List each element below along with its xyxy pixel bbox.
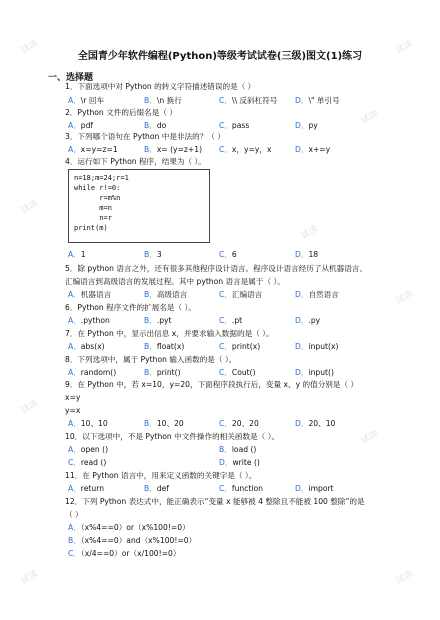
option-2b[interactable] xyxy=(144,121,166,131)
code-line: print(m) xyxy=(74,224,108,232)
option-7b[interactable] xyxy=(144,342,184,352)
option-text: load () xyxy=(231,445,257,454)
option-text: \r 回车 xyxy=(80,96,105,105)
watermark: 试读 xyxy=(19,198,41,217)
option-text: def xyxy=(156,484,169,493)
option-4a[interactable] xyxy=(68,250,86,260)
option-text: （x/4==0）or（x/100!=0） xyxy=(80,549,181,558)
option-7c[interactable] xyxy=(219,342,260,352)
option-letter: C． xyxy=(219,419,232,428)
option-text: x，y=y，x xyxy=(231,145,272,154)
option-text: write () xyxy=(232,458,260,467)
option-letter: C． xyxy=(219,145,232,154)
question-7: 7．在 Python 中，显示出信息 x，并要求输入数据的是（ ）。 xyxy=(65,329,274,338)
option-6b[interactable] xyxy=(144,316,172,326)
option-4d[interactable] xyxy=(295,250,318,260)
option-12b[interactable] xyxy=(68,536,196,546)
option-letter: C． xyxy=(68,549,81,558)
option-1a[interactable] xyxy=(68,96,104,106)
option-10a[interactable] xyxy=(68,445,108,455)
option-9a[interactable] xyxy=(68,419,108,429)
option-11c[interactable] xyxy=(219,484,263,494)
section-heading: 一、选择题 xyxy=(48,73,94,83)
option-letter: C． xyxy=(68,458,81,467)
option-text: random() xyxy=(80,368,117,377)
option-letter: A． xyxy=(68,96,81,105)
option-8d[interactable] xyxy=(295,368,334,378)
watermark: 试读 xyxy=(19,398,41,417)
code-line: n=18;m=24;r=1 xyxy=(74,174,129,182)
option-letter: D． xyxy=(295,250,309,259)
code-line: n=r xyxy=(74,214,112,222)
question-12: 12．下列 Python 表达式中，能正确表示“变量 x 能够被 4 整除且不能被 100 整除”的是 xyxy=(65,497,365,506)
option-5b[interactable] xyxy=(144,290,187,300)
option-letter: A． xyxy=(68,419,81,428)
option-9b[interactable] xyxy=(144,419,184,429)
option-text: open () xyxy=(80,445,109,454)
option-letter: B． xyxy=(144,342,157,351)
code-box xyxy=(68,169,210,243)
option-text: 10、20 xyxy=(156,419,184,428)
option-text: .py xyxy=(308,316,321,325)
option-letter: B． xyxy=(144,96,157,105)
option-letter: D． xyxy=(295,121,309,130)
option-letter: D． xyxy=(295,368,309,377)
question-9: 9．在 Python 中，若 x=10，y=20，下面程序段执行后，变量 x、y 的值分别是（ ） xyxy=(65,380,359,389)
option-letter: D． xyxy=(295,96,309,105)
option-letter: B． xyxy=(144,121,157,130)
option-text: x+=y xyxy=(308,145,331,154)
option-text: Cout() xyxy=(231,368,256,377)
option-letter: C． xyxy=(219,342,232,351)
question-10: 10．以下选项中，不是 Python 中文件操作的相关函数是（ ）。 xyxy=(65,432,280,441)
code-line: m=n xyxy=(74,204,112,212)
option-text: 20、10 xyxy=(308,419,336,428)
option-text: \" 单引号 xyxy=(308,96,340,105)
option-letter: A． xyxy=(68,342,81,351)
option-letter: A． xyxy=(68,290,81,299)
question-3: 3．下列哪个语句在 Python 中是非法的？（ ） xyxy=(65,132,225,141)
option-text: input(x) xyxy=(308,342,339,351)
option-letter: C． xyxy=(219,96,232,105)
option-text: abs(x) xyxy=(80,342,105,351)
question-11: 11．在 Python 语言中，用来定义函数的关键字是（ ）。 xyxy=(65,471,257,480)
option-5d[interactable] xyxy=(295,290,339,300)
option-text: 机器语言 xyxy=(80,290,112,299)
option-letter: C． xyxy=(219,290,232,299)
option-letter: B． xyxy=(144,316,157,325)
option-9c[interactable] xyxy=(219,419,259,429)
option-10d[interactable] xyxy=(219,458,260,468)
option-3b[interactable] xyxy=(144,145,202,155)
option-3a[interactable] xyxy=(68,145,118,155)
option-text: print() xyxy=(156,368,181,377)
option-letter: C． xyxy=(219,121,232,130)
option-3d[interactable] xyxy=(295,145,330,155)
option-6c[interactable] xyxy=(219,316,242,326)
question-2: 2．Python 文件的后缀名是（ ） xyxy=(65,108,177,117)
option-text: （x%4==0）and（x%100!=0） xyxy=(80,536,197,545)
option-4b[interactable] xyxy=(144,250,162,260)
option-letter: A． xyxy=(68,523,81,532)
watermark: 试读 xyxy=(394,38,416,57)
option-text: pdf xyxy=(80,121,94,130)
option-2c[interactable] xyxy=(219,121,249,131)
option-letter: A． xyxy=(68,145,81,154)
option-letter: A． xyxy=(68,316,81,325)
watermark: 试读 xyxy=(394,568,416,587)
option-letter: B． xyxy=(68,536,81,545)
option-text: \\ 反斜杠符号 xyxy=(231,96,278,105)
option-11a[interactable] xyxy=(68,484,104,494)
option-letter: D． xyxy=(295,290,309,299)
question-4: 4．运行如下 Python 程序，结果为（ ）。 xyxy=(65,157,206,166)
question-6: 6．Python 程序文件的扩展名是（ ）。 xyxy=(65,303,196,312)
document-title: 全国青少年软件编程(Python)等级考试试卷(三级)图文(1)练习 xyxy=(77,51,363,62)
option-4c[interactable] xyxy=(219,250,237,260)
option-8b[interactable] xyxy=(144,368,181,378)
option-letter: D． xyxy=(295,342,309,351)
option-text: .python xyxy=(80,316,110,325)
option-text: 高级语言 xyxy=(156,290,188,299)
watermark: 试读 xyxy=(394,288,416,307)
option-letter: A． xyxy=(68,368,81,377)
option-text: input() xyxy=(308,368,334,377)
option-letter: C． xyxy=(219,316,232,325)
option-letter: A． xyxy=(68,121,81,130)
option-text: return xyxy=(80,484,105,493)
option-1d[interactable] xyxy=(295,96,340,106)
option-letter: A． xyxy=(68,484,81,493)
option-text: read () xyxy=(80,458,107,467)
option-letter: B． xyxy=(144,368,157,377)
watermark: 试读 xyxy=(299,223,321,242)
option-1b[interactable] xyxy=(144,96,182,106)
option-text: \n 换行 xyxy=(156,96,182,105)
watermark: 试读 xyxy=(19,568,41,587)
option-text: 20、20 xyxy=(231,419,259,428)
code-line: r=m%n xyxy=(74,194,121,202)
option-5a[interactable] xyxy=(68,290,111,300)
watermark: 试读 xyxy=(359,108,381,127)
option-10c[interactable] xyxy=(68,458,106,468)
option-7a[interactable] xyxy=(68,342,105,352)
option-text: x= (y=z+1) xyxy=(156,145,203,154)
option-text: import xyxy=(308,484,334,493)
option-text: （x%4==0）or（x%100!=0） xyxy=(80,523,190,532)
option-text: .pt xyxy=(231,316,243,325)
option-letter: B． xyxy=(144,290,157,299)
option-11d[interactable] xyxy=(295,484,334,494)
option-text: function xyxy=(231,484,263,493)
option-text: py xyxy=(308,121,318,130)
option-text: 18 xyxy=(308,250,319,259)
option-text: .pyt xyxy=(156,316,172,325)
option-letter: C． xyxy=(219,368,232,377)
option-2d[interactable] xyxy=(295,121,318,131)
option-11b[interactable] xyxy=(144,484,169,494)
option-1c[interactable] xyxy=(219,96,277,106)
question-8: 8．下列选项中，属于 Python 输入函数的是（ ）。 xyxy=(65,355,237,364)
option-text: 6 xyxy=(231,250,237,259)
question-12-cont: （ ） xyxy=(65,510,83,519)
watermark: 试读 xyxy=(19,38,41,57)
option-text: 汇编语言 xyxy=(231,290,263,299)
option-letter: C． xyxy=(219,250,232,259)
option-letter: D． xyxy=(295,484,309,493)
watermark: 试读 xyxy=(359,428,381,447)
option-3c[interactable] xyxy=(219,145,271,155)
option-letter: C． xyxy=(219,484,232,493)
option-8a[interactable] xyxy=(68,368,116,378)
option-letter: B． xyxy=(144,419,157,428)
code-line: x=y xyxy=(65,393,81,402)
option-letter: B． xyxy=(144,145,157,154)
option-text: x=y=z=1 xyxy=(80,145,118,154)
option-7d[interactable] xyxy=(295,342,338,352)
option-text: float(x) xyxy=(156,342,185,351)
option-8c[interactable] xyxy=(219,368,256,378)
option-6a[interactable] xyxy=(68,316,110,326)
option-6d[interactable] xyxy=(295,316,320,326)
option-letter: B． xyxy=(144,250,157,259)
option-letter: D． xyxy=(219,458,233,467)
option-text: 1 xyxy=(80,250,86,259)
option-letter: D． xyxy=(295,316,309,325)
option-text: 自然语言 xyxy=(308,290,339,299)
option-letter: A． xyxy=(68,445,81,454)
option-letter: A． xyxy=(68,250,81,259)
option-letter: D． xyxy=(295,145,309,154)
option-text: pass xyxy=(231,121,250,130)
option-12a[interactable] xyxy=(68,523,190,533)
option-letter: B． xyxy=(219,445,232,454)
code-line: while r!=0: xyxy=(74,184,121,192)
option-text: 10、10 xyxy=(80,419,108,428)
question-1: 1．下面选项中对 Python 的转义字符描述错误的是（ ） xyxy=(65,82,256,91)
option-9d[interactable] xyxy=(295,419,335,429)
option-letter: D． xyxy=(295,419,309,428)
option-text: 3 xyxy=(156,250,162,259)
option-12c[interactable] xyxy=(68,549,180,559)
option-10b[interactable] xyxy=(219,445,256,455)
option-2a[interactable] xyxy=(68,121,93,131)
option-5c[interactable] xyxy=(219,290,262,300)
option-text: do xyxy=(156,121,167,130)
question-5-cont: 汇编语言到高级语言的发展过程。其中 python 语言是属于（ ）。 xyxy=(65,277,285,286)
code-line: y=x xyxy=(65,406,81,415)
question-5: 5．除 python 语言之外，还有很多其他程序设计语言。程序设计语言经历了从机器语言、 xyxy=(65,264,367,273)
option-letter: B． xyxy=(144,484,157,493)
option-text: print(x) xyxy=(231,342,261,351)
